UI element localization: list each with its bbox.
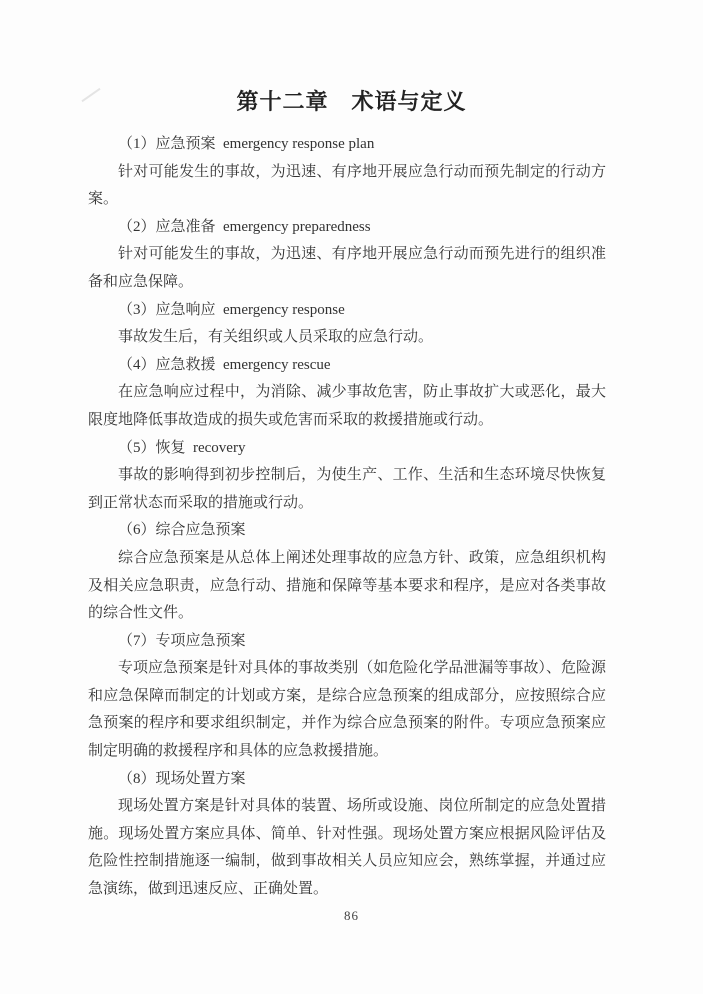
term-heading-3: （3）应急响应 emergency response xyxy=(118,301,345,318)
term-heading-6: （6）综合应急预案 xyxy=(118,522,246,539)
chapter-title: 第十二章 术语与定义 xyxy=(236,89,467,114)
term-definition-3: 事故发生后，有关组织或人员采取的应急行动。 xyxy=(118,329,434,346)
page-number: 86 xyxy=(344,908,359,923)
chapter-body xyxy=(88,131,606,904)
term-definition-2: 针对可能发生的事故，为迅速、有序地开展应急行动而预先进行的组织准备和应急保障。 xyxy=(88,246,606,290)
term-definition-4: 在应急响应过程中，为消除、减少事故危害，防止事故扩大或恶化，最大限度地降低事故造成的损失或危害而采取的救援措施或行动。 xyxy=(88,384,606,428)
term-heading-1: （1）应急预案 emergency response plan xyxy=(118,136,375,152)
term-heading-4: （4）应急救援 emergency rescue xyxy=(118,356,331,373)
term-heading-5: （5）恢复 recovery xyxy=(118,439,246,456)
term-heading-2: （2）应急准备 emergency preparedness xyxy=(118,218,371,235)
term-heading-7: （7）专项应急预案 xyxy=(118,632,246,649)
term-definition-8: 现场处置方案是针对具体的装置、场所或设施、岗位所制定的应急处置措施。现场处置方案应具体、简单、针对性强。现场处置方案应根据风险评估及危险性控制措施逐一编制，做到事故相关人员应知应会，熟练掌握，并通过应急演练，做到迅速反应、正确处置。 xyxy=(88,798,606,898)
term-definition-7: 专项应急预案是针对具体的事故类别（如危险化学品泄漏等事故）、危险源和应急保障而制定的计划或方案，是综合应急预案的组成部分，应按照综合应急预案的程序和要求组织制定，并作为综合应急预案的附件。专项应急预案应制定明确的救援程序和具体的应急救援措施。 xyxy=(88,660,606,760)
term-heading-8: （8）现场处置方案 xyxy=(118,770,246,787)
term-definition-1: 针对可能发生的事故，为迅速、有序地开展应急行动而预先制定的行动方案。 xyxy=(88,163,606,208)
term-definition-5: 事故的影响得到初步控制后，为使生产、工作、生活和生态环境尽快恢复到正常状态而采取的措施或行动。 xyxy=(88,467,606,511)
term-definition-6: 综合应急预案是从总体上阐述处理事故的应急方针、政策，应急组织机构及相关应急职责，应急行动、措施和保障等基本要求和程序，是应对各类事故的综合性文件。 xyxy=(88,549,606,622)
